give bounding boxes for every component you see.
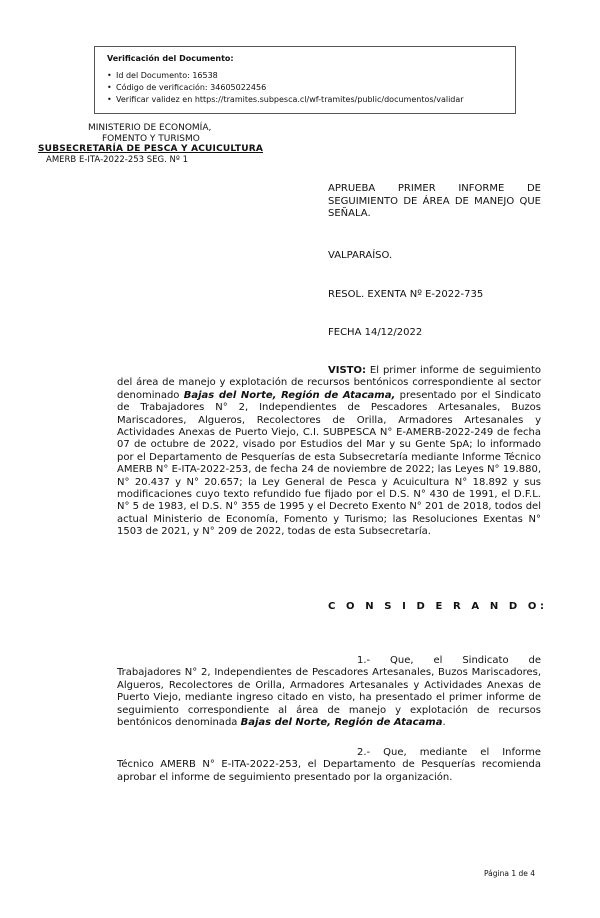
considerando-2-text: 2.- Que, mediante el Informe Técnico AMERB N° E-ITA-2022-253, el Departamento de Pesquerías recomienda aprobar el informe de seguimiento presentado por la organización. bbox=[117, 747, 541, 783]
visto-text-2: presentado por el Sindicato de Trabajadores N° 2, Independientes de Pescadores Artesanales, Buzos Mariscadores, Algueros, Recolectores de Orilla, Armadores Artesanales y Actividades Anexas de Puerto Viejo, C.I. SUBPESCA N° E-AMERB-2022-249 de fecha 07 de octubre de 2022, visado por Estudios del Mar y su Gente SpA; lo informado por el Departamento de Pesquerías de esta Subsecretaría mediante Informe Técnico AMERB N° E-ITA-2022-253, de fecha 24 de noviembre de 2022; las Leyes N° 19.880, N° 20.437 y N° 20.657; la Ley General de Pesca y Acuicultura N° 18.892 y sus modificaciones cuyo texto refundido fue fijado por el D.S. N° 430 de 1991, el D.F.L. N° 5 de 1983, el D.S. N° 355 de 1995 y el Decreto Exento N° 201 de 2018, todos del actual Ministerio de Economía, Fomento y Turismo; las Resoluciones Exentas N° 1503 de 2021, y N° 209 de 2022, todas de esta Subsecretaría. bbox=[117, 389, 541, 538]
verification-list bbox=[107, 70, 515, 106]
resolution-summary: APRUEBA PRIMER INFORME DE SEGUIMIENTO DE ÁREA DE MANEJO QUE SEÑALA. bbox=[328, 183, 541, 219]
page-number: Página 1 de 4 bbox=[484, 869, 536, 878]
ministry-line-2: FOMENTO Y TURISMO bbox=[102, 133, 200, 144]
verification-document-id: • Id del Documento: 16538 bbox=[116, 70, 515, 82]
considerando-1-end: . bbox=[442, 717, 446, 729]
visto-paragraph bbox=[117, 365, 541, 539]
verification-title: Verificación del Documento: bbox=[107, 54, 234, 63]
considerando-heading: C O N S I D E R A N D O: bbox=[328, 601, 548, 612]
visto-label: VISTO: bbox=[328, 365, 366, 376]
visto-text-1: El primer informe de seguimiento del área de manejo y explotación de recursos bentónicos correspondiente al sector denominado bbox=[117, 365, 541, 401]
visto-sector: Bajas del Norte, Región de Atacama, bbox=[183, 389, 396, 401]
considerando-1-sector: Bajas del Norte, Región de Atacama bbox=[240, 717, 443, 729]
resolution-city: VALPARAÍSO. bbox=[328, 250, 393, 261]
considerando-1-text: 1.- Que, el Sindicato de Trabajadores N° 2, Independientes de Pescadores Artesanales, Buzos Mariscadores, Algueros, Recolectores de Orilla, Armadores Artesanales y Actividades Anexas de Puerto Viejo, mediante ingreso citado en visto, ha presentado el primer informe de seguimiento correspondiente al área de manejo y explotación de recursos bentónicos denominada bbox=[117, 655, 541, 729]
verification-url[interactable]: • Verificar validez en https://tramites.subpesca.cl/wf-tramites/public/documentos/validar bbox=[116, 94, 515, 106]
resolution-date: FECHA 14/12/2022 bbox=[328, 327, 423, 338]
ministry-line-1: MINISTERIO DE ECONOMÍA, bbox=[88, 123, 212, 133]
subsecretaria-name: SUBSECRETARÍA DE PESCA Y ACUICULTURA bbox=[38, 144, 264, 154]
resolution-number: RESOL. EXENTA Nº E-2022-735 bbox=[328, 289, 484, 300]
verification-box bbox=[94, 46, 516, 114]
reference-code: AMERB E-ITA-2022-253 SEG. Nº 1 bbox=[46, 154, 188, 165]
verification-code: • Código de verificación: 34605022456 bbox=[116, 82, 515, 94]
letterhead bbox=[38, 123, 288, 165]
considerando-paragraph-1 bbox=[117, 655, 541, 729]
considerando-paragraph-2 bbox=[117, 747, 541, 784]
